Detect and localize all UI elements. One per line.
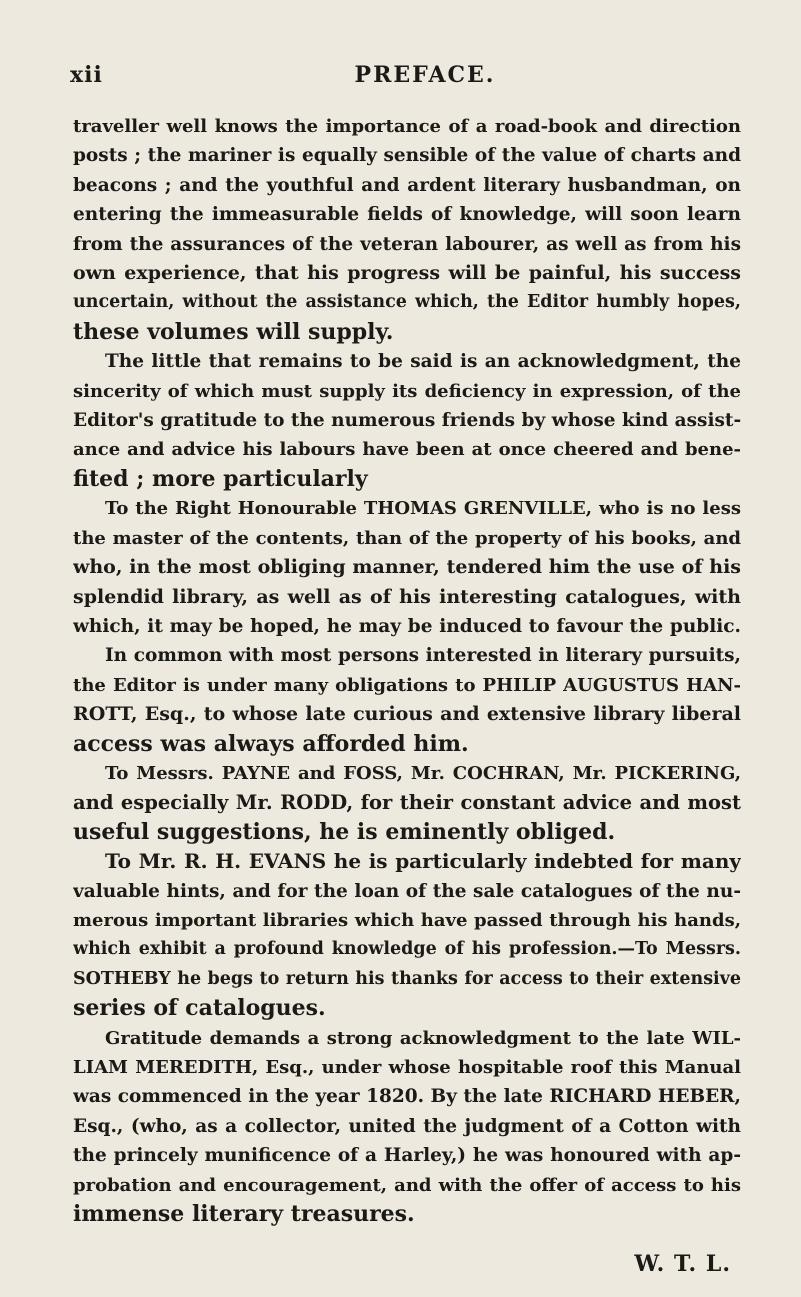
text-line: fited ; more particularly (73, 465, 368, 492)
text-line: splendid library, as well as of his interesting catalogues, with (73, 585, 741, 608)
text-line: Gratitude demands a strong acknowledgment to the late WIL- (105, 1027, 741, 1049)
text-line: access was always afforded him. (73, 730, 469, 757)
text-line: own experience, that his progress will be painful, his success (73, 262, 741, 285)
text-line: uncertain, without the assistance which, the Editor humbly hopes, (73, 292, 741, 313)
text-line: traveller well knows the importance of a road-book and direction (73, 116, 741, 137)
preface-body (73, 112, 741, 1229)
running-title: PREFACE. (354, 62, 496, 88)
text-line: series of catalogues. (73, 995, 326, 1022)
text-line: ROTT, Esq., to whose late curious and extensive library liberal (73, 703, 741, 726)
text-line: these volumes will supply. (73, 318, 394, 345)
text-line: To Mr. R. H. EVANS he is particularly indebted for many (105, 849, 741, 874)
text-line: useful suggestions, he is eminently obliged. (73, 818, 616, 845)
text-line: the master of the contents, than of the property of his books, and (73, 527, 741, 549)
text-line: To Messrs. PAYNE and FOSS, Mr. COCHRAN, Mr. PICKERING, (105, 762, 741, 784)
text-line: merous important libraries which have passed through his hands, (73, 909, 741, 931)
text-line: beacons ; and the youthful and ardent literary husbandman, on (73, 174, 741, 196)
text-line: In common with most persons interested in literary pursuits, (105, 645, 741, 667)
text-line: and especially Mr. RODD, for their constant advice and most (73, 791, 741, 815)
text-line: who, in the most obliging manner, tendered him the use of his (73, 556, 741, 579)
page-number: xii (70, 62, 103, 88)
text-line: immense literary treasures. (73, 1201, 415, 1228)
text-line: LIAM MEREDITH, Esq., under whose hospitable roof this Manual (73, 1057, 741, 1078)
text-line: Editor's gratitude to the numerous friends by whose kind assist- (73, 410, 741, 432)
text-line: from the assurances of the veteran labourer, as well as from his (73, 233, 741, 255)
signature-initials: W. T. L. (634, 1251, 731, 1277)
text-line: which exhibit a profound knowledge of his profession.—To Messrs. (73, 939, 741, 960)
page-header (70, 62, 740, 96)
text-line: probation and encouragement, and with the offer of access to his (73, 1174, 741, 1196)
text-line: valuable hints, and for the loan of the sale catalogues of the nu- (73, 880, 741, 902)
text-line: sincerity of which must supply its deficiency in expression, of the (73, 380, 741, 402)
text-line: The little that remains to be said is an acknowledgment, the (105, 351, 741, 373)
text-line: SOTHEBY he begs to return his thanks for access to their extensive (73, 968, 741, 989)
text-line: the Editor is under many obligations to PHILIP AUGUSTUS HAN- (73, 674, 741, 696)
text-line: entering the immeasurable fields of knowledge, will soon learn (73, 204, 741, 226)
text-line: posts ; the mariner is equally sensible of the value of charts and (73, 145, 741, 167)
text-line: was commenced in the year 1820. By the late RICHARD HEBER, (73, 1086, 741, 1108)
text-line: which, it may be hoped, he may be induced to favour the public. (73, 615, 741, 637)
text-line: To the Right Honourable THOMAS GRENVILLE, who is no less (105, 498, 741, 520)
text-line: the princely munificence of a Harley,) he was honoured with ap- (73, 1145, 741, 1167)
text-line: ance and advice his labours have been at once cheered and bene- (73, 439, 741, 461)
text-line: Esq., (who, as a collector, united the judgment of a Cotton with (73, 1115, 741, 1137)
